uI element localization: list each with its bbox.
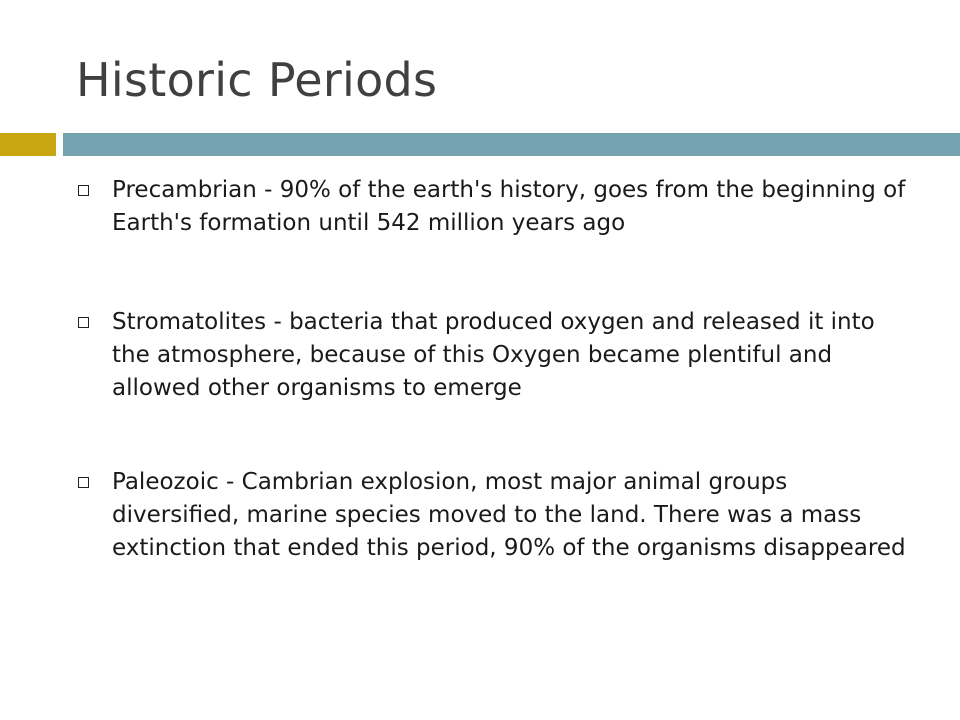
list-item	[72, 174, 912, 240]
accent-bar-gold	[0, 133, 56, 156]
square-bullet-icon	[78, 317, 89, 328]
square-bullet-icon	[78, 185, 89, 196]
page-title: Historic Periods	[76, 53, 438, 107]
list-item	[72, 306, 912, 405]
accent-bar-teal	[63, 133, 960, 156]
list-item	[72, 466, 912, 565]
bullet-text: Precambrian - 90% of the earth's history, goes from the beginning of Earth's formation until 542 million years ago	[112, 177, 906, 236]
square-bullet-icon	[78, 477, 89, 488]
bullet-text: Stromatolites - bacteria that produced oxygen and released it into the atmosphere, because of this Oxygen became plentiful and allowed other organisms to emerge	[112, 309, 875, 401]
bullet-text: Paleozoic - Cambrian explosion, most major animal groups diversified, marine species moved to the land. There was a mass extinction that ended this period, 90% of the organisms disappeared	[112, 469, 906, 561]
